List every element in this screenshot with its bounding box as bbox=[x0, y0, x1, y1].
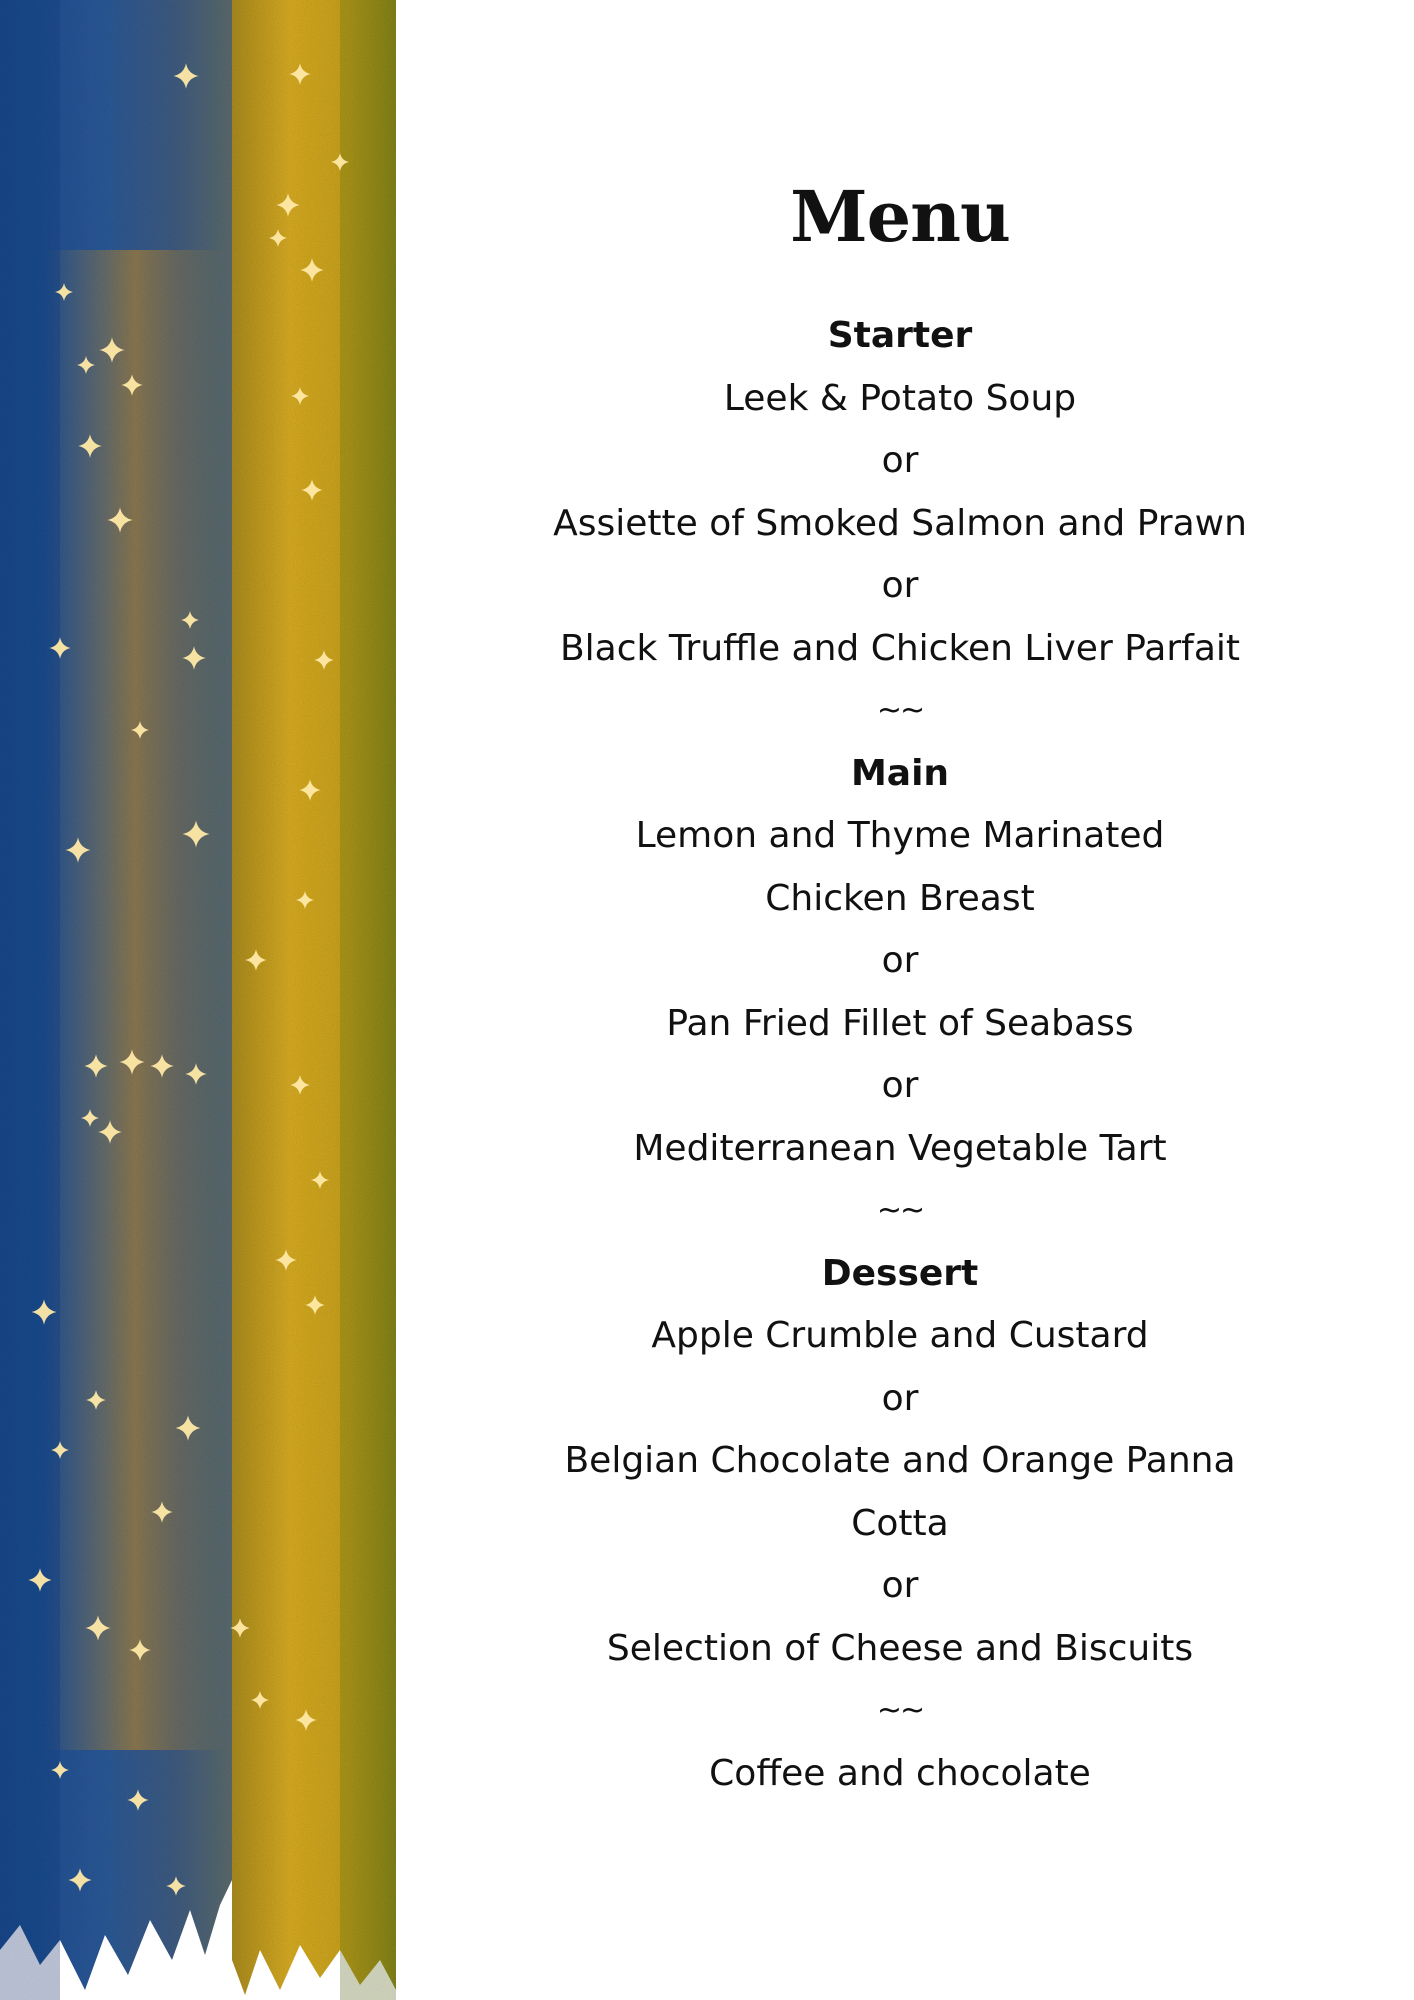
menu-title: Menu bbox=[790, 175, 1010, 258]
or-divider: or bbox=[881, 1377, 919, 1419]
main-option: Mediterranean Vegetable Tart bbox=[633, 1127, 1167, 1169]
or-divider: or bbox=[881, 565, 919, 606]
decorative-glitter-stripes bbox=[0, 0, 396, 2000]
or-divider: or bbox=[881, 940, 919, 981]
menu-list bbox=[500, 305, 1300, 1805]
dessert-option: Selection of Cheese and Biscuits bbox=[606, 1627, 1194, 1669]
menu-card bbox=[500, 0, 1300, 2000]
starter-option: Leek & Potato Soup bbox=[723, 377, 1077, 419]
main-option: Lemon and Thyme Marinated bbox=[635, 815, 1165, 856]
or-divider: or bbox=[881, 440, 919, 481]
stripes-artwork bbox=[0, 0, 396, 2000]
starter-option: Black Truffle and Chicken Liver Parfait bbox=[559, 627, 1240, 669]
closing-line: Coffee and chocolate bbox=[709, 1752, 1091, 1794]
starter-option: Assiette of Smoked Salmon and Prawn bbox=[553, 502, 1247, 544]
main-option: Pan Fried Fillet of Seabass bbox=[666, 1002, 1134, 1044]
or-divider: or bbox=[881, 1565, 919, 1606]
dessert-option: Belgian Chocolate and Orange Panna bbox=[564, 1440, 1236, 1481]
main-heading: Main bbox=[850, 752, 950, 794]
starter-heading: Starter bbox=[827, 315, 973, 356]
dessert-option-continued: Cotta bbox=[851, 1502, 949, 1544]
course-separator: ~~ bbox=[876, 1693, 924, 1728]
course-separator: ~~ bbox=[876, 1193, 924, 1228]
main-option-continued: Chicken Breast bbox=[765, 877, 1035, 919]
or-divider: or bbox=[881, 1065, 919, 1106]
dessert-option: Apple Crumble and Custard bbox=[651, 1315, 1149, 1356]
course-separator: ~~ bbox=[876, 693, 924, 728]
dessert-heading: Dessert bbox=[821, 1252, 979, 1294]
